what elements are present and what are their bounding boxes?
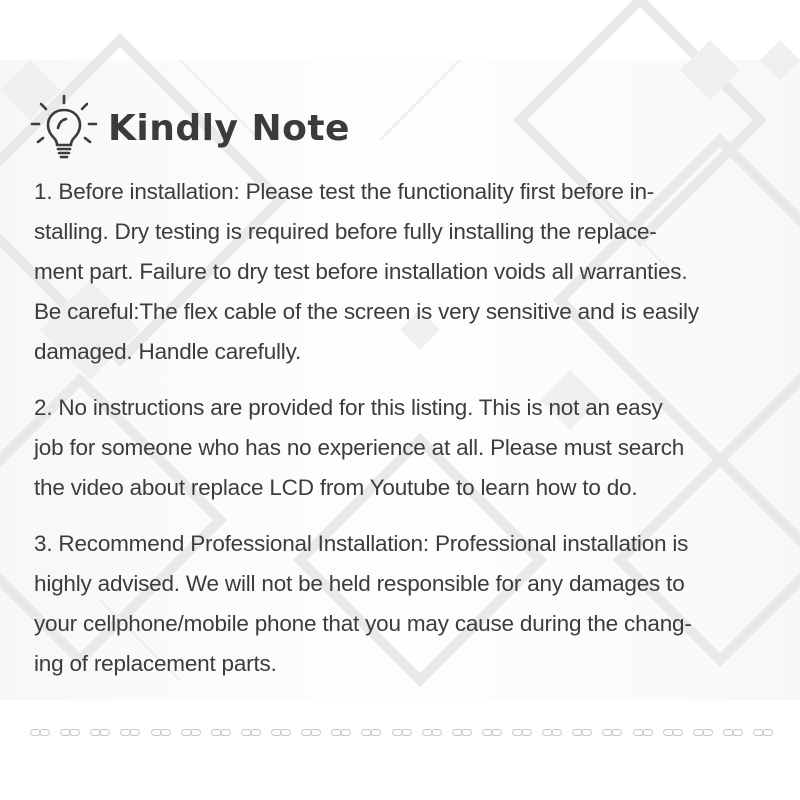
note-item-3 (34, 524, 774, 684)
chain-link-icon (663, 728, 685, 738)
chain-link-icon (30, 728, 52, 738)
chain-link-icon (271, 728, 293, 738)
note-line: ment part. Failure to dry test before installation voids all warranties. (34, 259, 688, 284)
note-line: highly advised. We will not be held responsible for any damages to (34, 571, 685, 596)
chain-link-icon (693, 728, 715, 738)
note-line: your cellphone/mobile phone that you may cause during the chang- (34, 611, 692, 636)
chain-link-icon (151, 728, 173, 738)
chain-link-icon (331, 728, 353, 738)
chain-link-icon (633, 728, 655, 738)
chain-link-icon (392, 728, 414, 738)
chain-link-icon (602, 728, 624, 738)
chain-link-icon (572, 728, 594, 738)
chain-link-icon (211, 728, 233, 738)
chain-link-icon (241, 728, 263, 738)
note-line: job for someone who has no experience at all. Please must search (34, 435, 685, 460)
note-line: 3. Recommend Professional Installation: Professional installation is (34, 531, 689, 556)
chain-link-icon (120, 728, 142, 738)
chain-link-icon (422, 728, 444, 738)
chain-link-icon (60, 728, 82, 738)
note-line: Be careful:The flex cable of the screen is very sensitive and is easily (34, 299, 699, 324)
note-item-1 (34, 172, 774, 372)
note-header (28, 88, 350, 168)
chain-link-icon (723, 728, 745, 738)
chain-link-icon (361, 728, 383, 738)
note-item-2 (34, 388, 774, 508)
note-line: the video about replace LCD from Youtube to learn how to do. (34, 475, 638, 500)
chain-link-icon (90, 728, 112, 738)
page-title: Kindly Note (108, 107, 350, 149)
note-line: 1. Before installation: Please test the functionality first before in- (34, 179, 655, 204)
chain-link-icon (512, 728, 534, 738)
lightbulb-icon (28, 92, 100, 164)
note-line: damaged. Handle carefully. (34, 339, 302, 364)
chain-link-divider (30, 726, 775, 740)
chain-link-icon (181, 728, 203, 738)
note-line: stalling. Dry testing is required before fully installing the replace- (34, 219, 657, 244)
chain-link-icon (542, 728, 564, 738)
note-line: ing of replacement parts. (34, 651, 277, 676)
notes-list (34, 172, 774, 700)
chain-link-icon (301, 728, 323, 738)
chain-link-icon (482, 728, 504, 738)
note-line: 2. No instructions are provided for this listing. This is not an easy (34, 395, 663, 420)
chain-link-icon (452, 728, 474, 738)
chain-link-icon (753, 728, 775, 738)
